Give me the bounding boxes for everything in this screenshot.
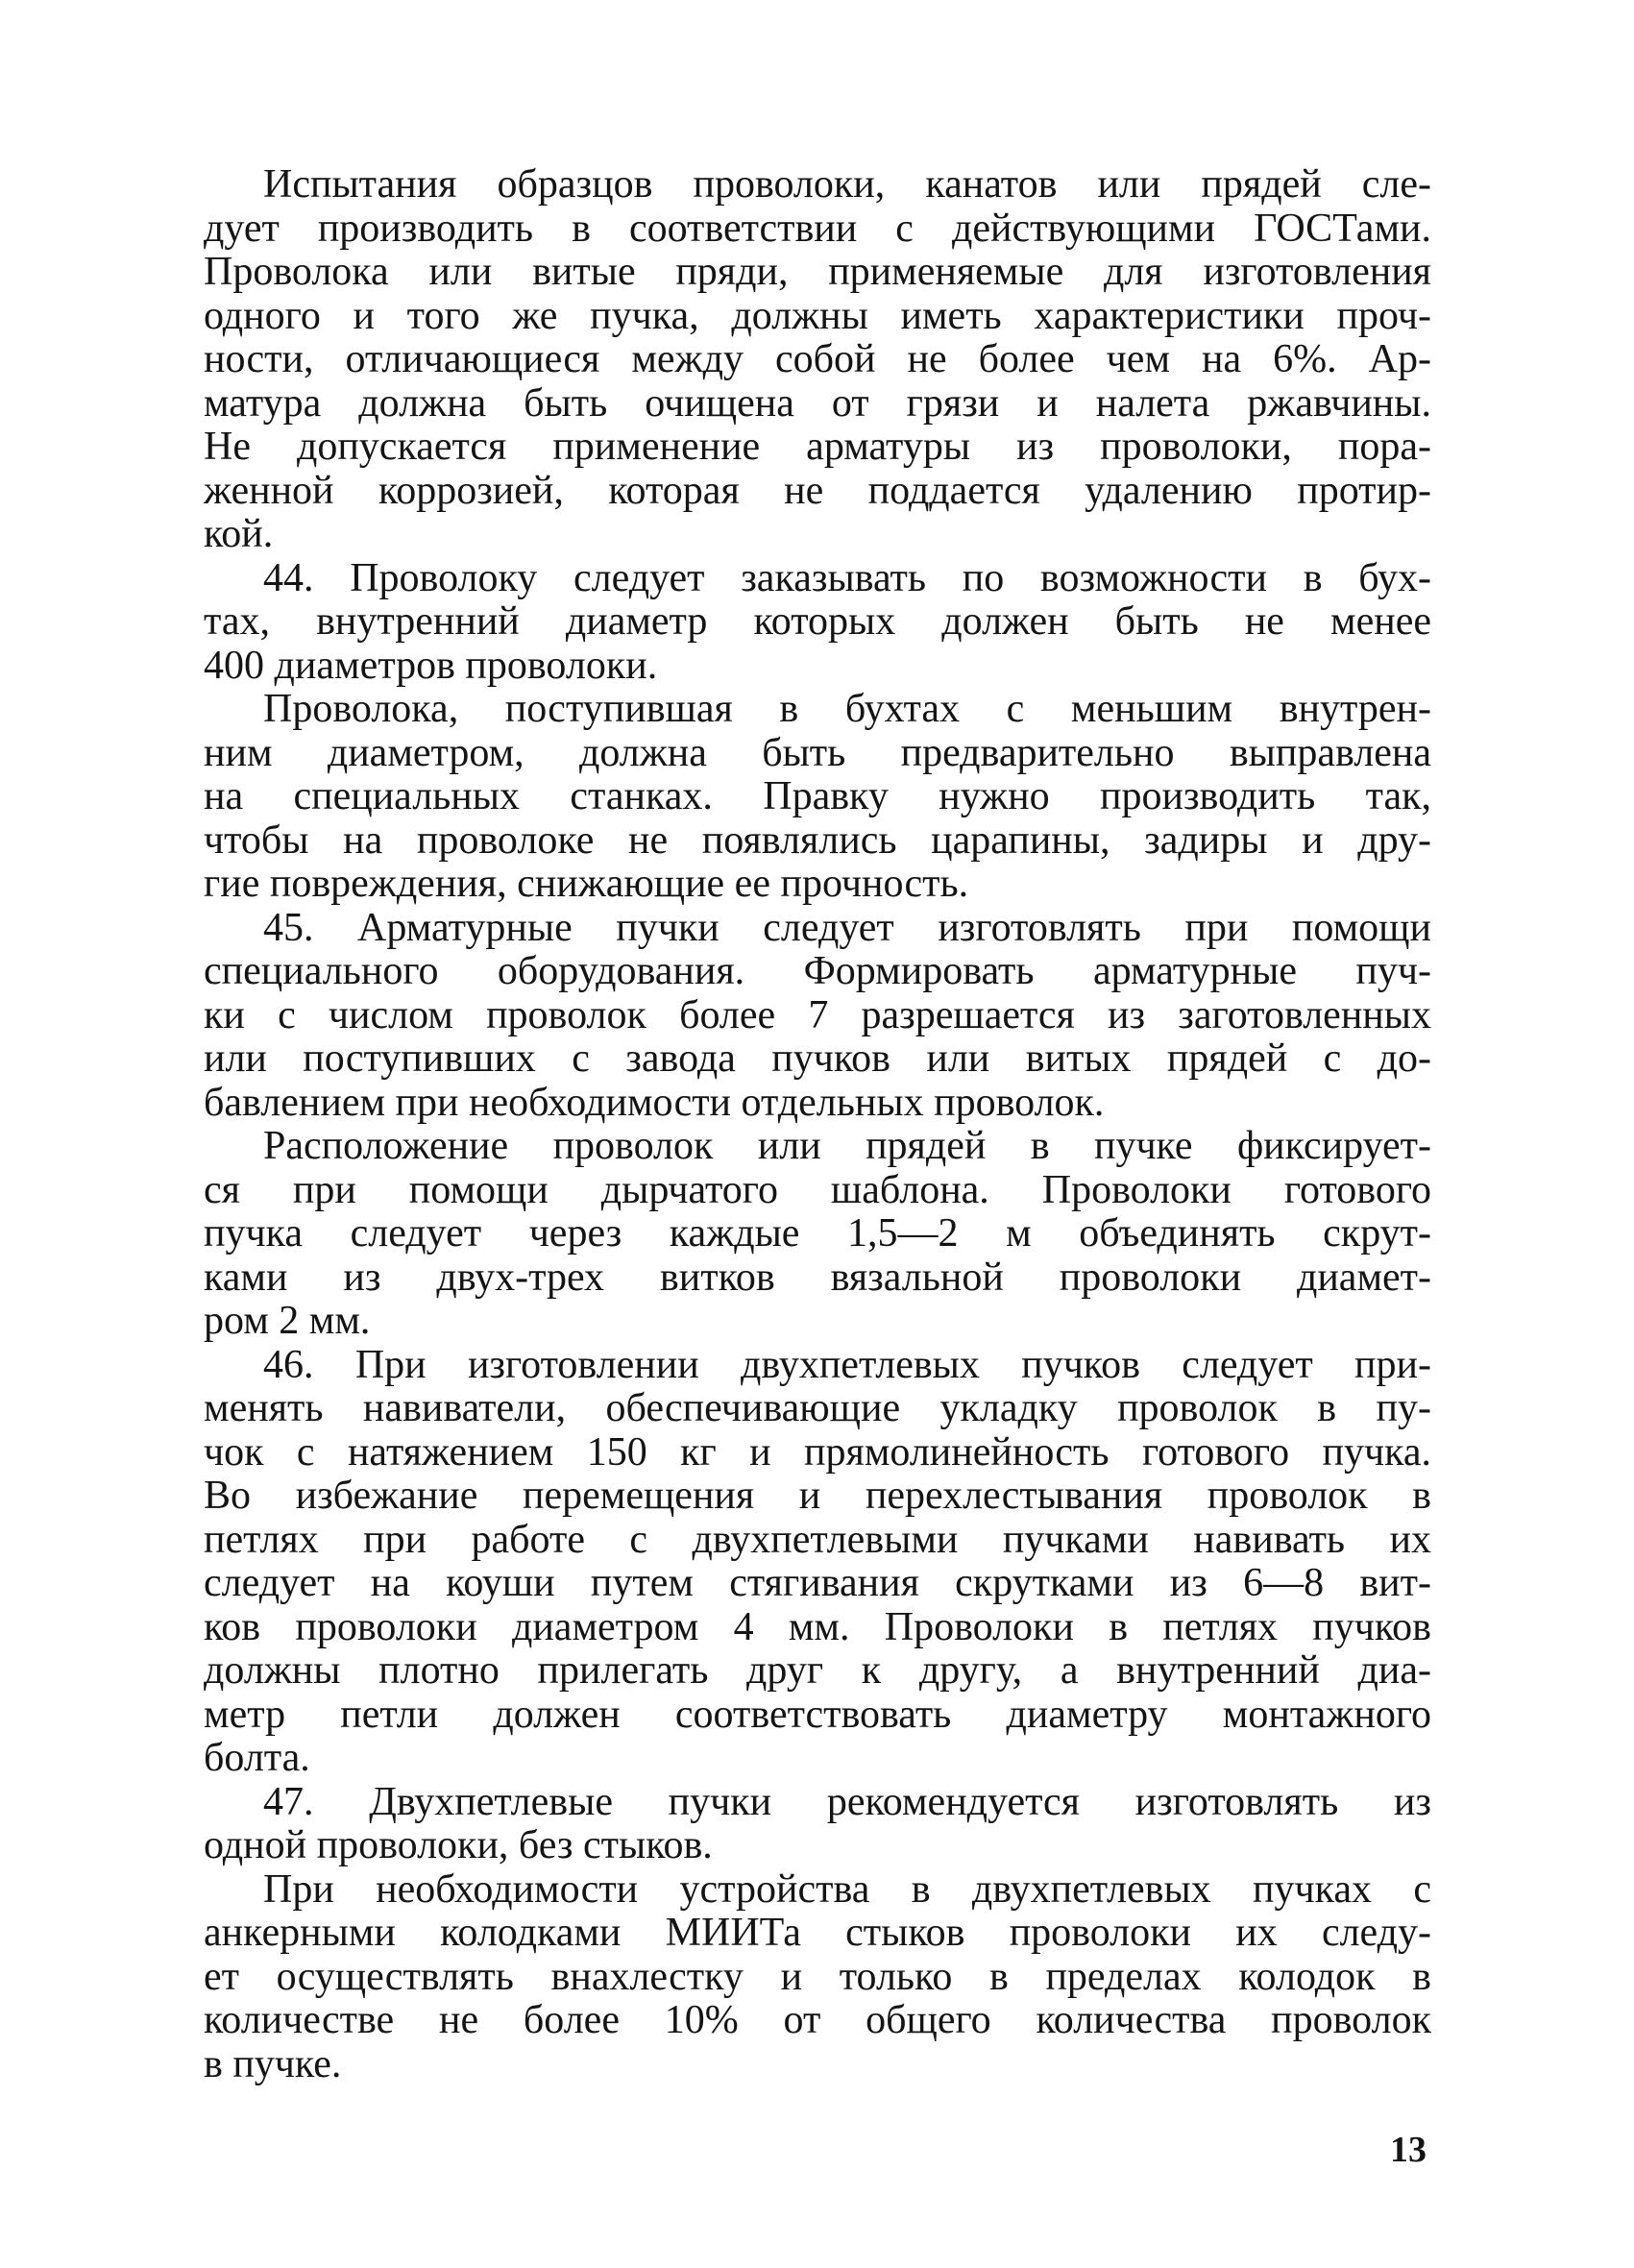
- text-line: 47. Двухпетлевые пучки рекомендуется изготовлять из: [263, 1780, 1431, 1824]
- text-line: ки с числом проволок более 7 разрешается из заготовленных: [204, 993, 1431, 1037]
- paragraph-p47: [204, 1781, 1431, 1868]
- text-line: или поступивших с завода пучков или витых прядей с до-: [204, 1037, 1431, 1081]
- text-line: кой.: [204, 513, 274, 556]
- text-line: тах, внутренний диаметр которых должен быть не менее: [204, 600, 1431, 644]
- text-line: пучка следует через каждые 1,5—2 м объединять скрут-: [204, 1212, 1431, 1256]
- text-line: ности, отличающиеся между собой не более чем на 6%. Ар-: [204, 338, 1431, 381]
- text-line: гие повреждения, снижающие ее прочность.: [204, 863, 969, 906]
- paragraph-p1: [204, 163, 1431, 557]
- text-line: болта.: [204, 1737, 310, 1780]
- text-line: Проволока или витые пряди, применяемые для изготовления: [204, 251, 1431, 294]
- paragraph-p47b: [204, 1868, 1431, 2087]
- text-line: ся при помощи дырчатого шаблона. Проволоки готового: [204, 1168, 1431, 1212]
- text-line: чок с натяжением 150 кг и прямолинейность готового пучка.: [204, 1430, 1431, 1475]
- text-line: 400 диаметров проволоки.: [204, 644, 658, 688]
- text-line: ром 2 мм.: [204, 1300, 371, 1343]
- text-line: на специальных станках. Правку нужно производить так,: [204, 775, 1431, 818]
- text-line: ним диаметром, должна быть предварительно выправлена: [204, 731, 1431, 775]
- text-line: чтобы на проволоке не появлялись царапины, задиры и дру-: [204, 818, 1431, 863]
- text-line: женной коррозией, которая не поддается удалению протир-: [204, 469, 1431, 513]
- text-line: ками из двух-трех витков вязальной проволоки диамет-: [204, 1256, 1431, 1300]
- text-line: ет осуществлять внахлестку и только в пределах колодок в: [204, 1955, 1431, 1999]
- text-line: в пучке.: [204, 2042, 342, 2086]
- text-line: одного и того же пучка, должны иметь характеристики проч-: [204, 294, 1431, 338]
- text-line: анкерными колодками МИИТа стыков проволоки их следу-: [204, 1912, 1431, 1955]
- text-line: 46. При изготовлении двухпетлевых пучков следует при-: [263, 1343, 1431, 1387]
- text-line: ков проволоки диаметром 4 мм. Проволоки в петлях пучков: [204, 1605, 1431, 1649]
- text-line: Расположение проволок или прядей в пучке фиксирует-: [263, 1125, 1431, 1168]
- text-line: менять навиватели, обеспечивающие укладку проволок в пу-: [204, 1387, 1431, 1430]
- text-line: следует на коуши путем стягивания скрутками из 6—8 вит-: [204, 1562, 1431, 1605]
- paragraph-p46: [204, 1344, 1431, 1781]
- text-line: При необходимости устройства в двухпетлевых пучках с: [263, 1867, 1431, 1912]
- paragraph-p45: [204, 907, 1431, 1126]
- text-line: Проволока, поступившая в бухтах с меньшим внутрен-: [263, 688, 1431, 731]
- paragraph-p44b: [204, 688, 1431, 907]
- text-line: 44. Проволоку следует заказывать по возможности в бух-: [263, 556, 1431, 600]
- text-line: количестве не более 10% от общего количества проволок: [204, 1999, 1431, 2042]
- text-line: метр петли должен соответствовать диаметру монтажного: [204, 1693, 1431, 1737]
- text-line: петлях при работе с двухпетлевыми пучками навивать их: [204, 1518, 1431, 1562]
- text-line: 45. Арматурные пучки следует изготовлять при помощи: [263, 906, 1431, 950]
- paragraph-p44: [204, 557, 1431, 689]
- text-line: специального оборудования. Формировать арматурные пуч-: [204, 950, 1431, 993]
- text-line: одной проволоки, без стыков.: [204, 1824, 713, 1867]
- body-text: [204, 163, 1431, 2086]
- text-line: матура должна быть очищена от грязи и налета ржавчины.: [204, 381, 1431, 426]
- text-line: дует производить в соответствии с действующими ГОСТами.: [204, 207, 1431, 251]
- page-number: 13: [1390, 2130, 1427, 2170]
- paragraph-p45b: [204, 1125, 1431, 1344]
- text-line: Во избежание перемещения и перехлестывания проволок в: [204, 1475, 1431, 1518]
- text-line: бавлением при необходимости отдельных проволок.: [204, 1081, 1105, 1125]
- text-line: Не допускается применение арматуры из проволоки, пора-: [204, 426, 1431, 469]
- text-line: Испытания образцов проволоки, канатов или прядей сле-: [263, 163, 1431, 207]
- text-line: должны плотно прилегать друг к другу, а внутренний диа-: [204, 1649, 1431, 1693]
